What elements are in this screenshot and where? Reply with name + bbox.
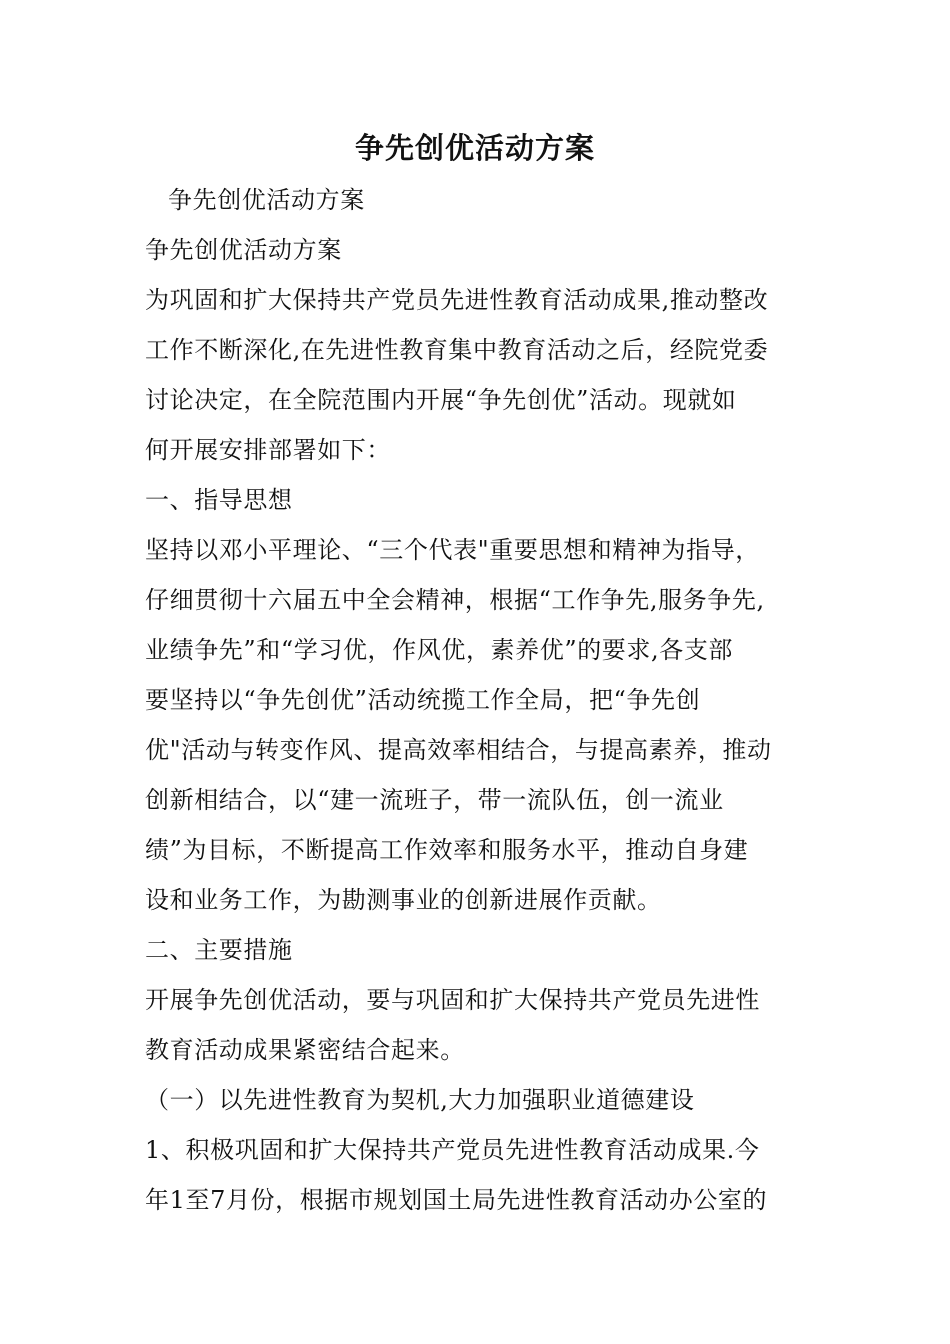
body-line: 何开展安排部署如下： (145, 436, 391, 464)
body-line: 讨论决定，在全院范围内开展“争先创优”活动。现就如 (145, 386, 737, 414)
document-title: 争先创优活动方案 (354, 131, 595, 165)
body-line: 年1至7月份，根据市规划国土局先进性教育活动办公室的 (145, 1186, 768, 1214)
body-line: 仔细贯彻十六届五中全会精神，根据“工作争先,服务争先, (145, 586, 765, 614)
section-heading: 二、主要措施 (145, 936, 293, 964)
section-heading: 一、指导思想 (145, 486, 293, 514)
body-line: 争先创优活动方案 (145, 236, 342, 264)
body-line: 优"活动与转变作风、提高效率相结合，与提高素养，推动 (145, 736, 772, 764)
body-line: 设和业务工作，为勘测事业的创新进展作贡献。 (145, 886, 662, 914)
subsection-heading: （一）以先进性教育为契机,大力加强职业道德建设 (145, 1086, 695, 1114)
body-line: 绩”为目标，不断提高工作效率和服务水平，推动自身建 (145, 836, 749, 864)
body-line: 1、积极巩固和扩大保持共产党员先进性教育活动成果.今 (145, 1136, 760, 1164)
body-line: 创新相结合，以“建一流班子，带一流队伍，创一流业 (145, 786, 724, 814)
body-line: 教育活动成果紧密结合起来。 (145, 1036, 465, 1064)
body-line: 开展争先创优活动，要与巩固和扩大保持共产党员先进性 (145, 986, 760, 1014)
body-line: 业绩争先”和“学习优，作风优，素养优”的要求,各支部 (145, 636, 734, 664)
subtitle-line: 争先创优活动方案 (168, 186, 365, 214)
body-line: 为巩固和扩大保持共产党员先进性教育活动成果,推动整改 (145, 286, 769, 314)
body-line: 工作不断深化,在先进性教育集中教育活动之后，经院党委 (145, 336, 769, 364)
body-line: 要坚持以“争先创优”活动统揽工作全局，把“争先创 (145, 686, 701, 714)
body-line: 坚持以邓小平理论、“三个代表"重要思想和精神为指导， (145, 536, 760, 564)
